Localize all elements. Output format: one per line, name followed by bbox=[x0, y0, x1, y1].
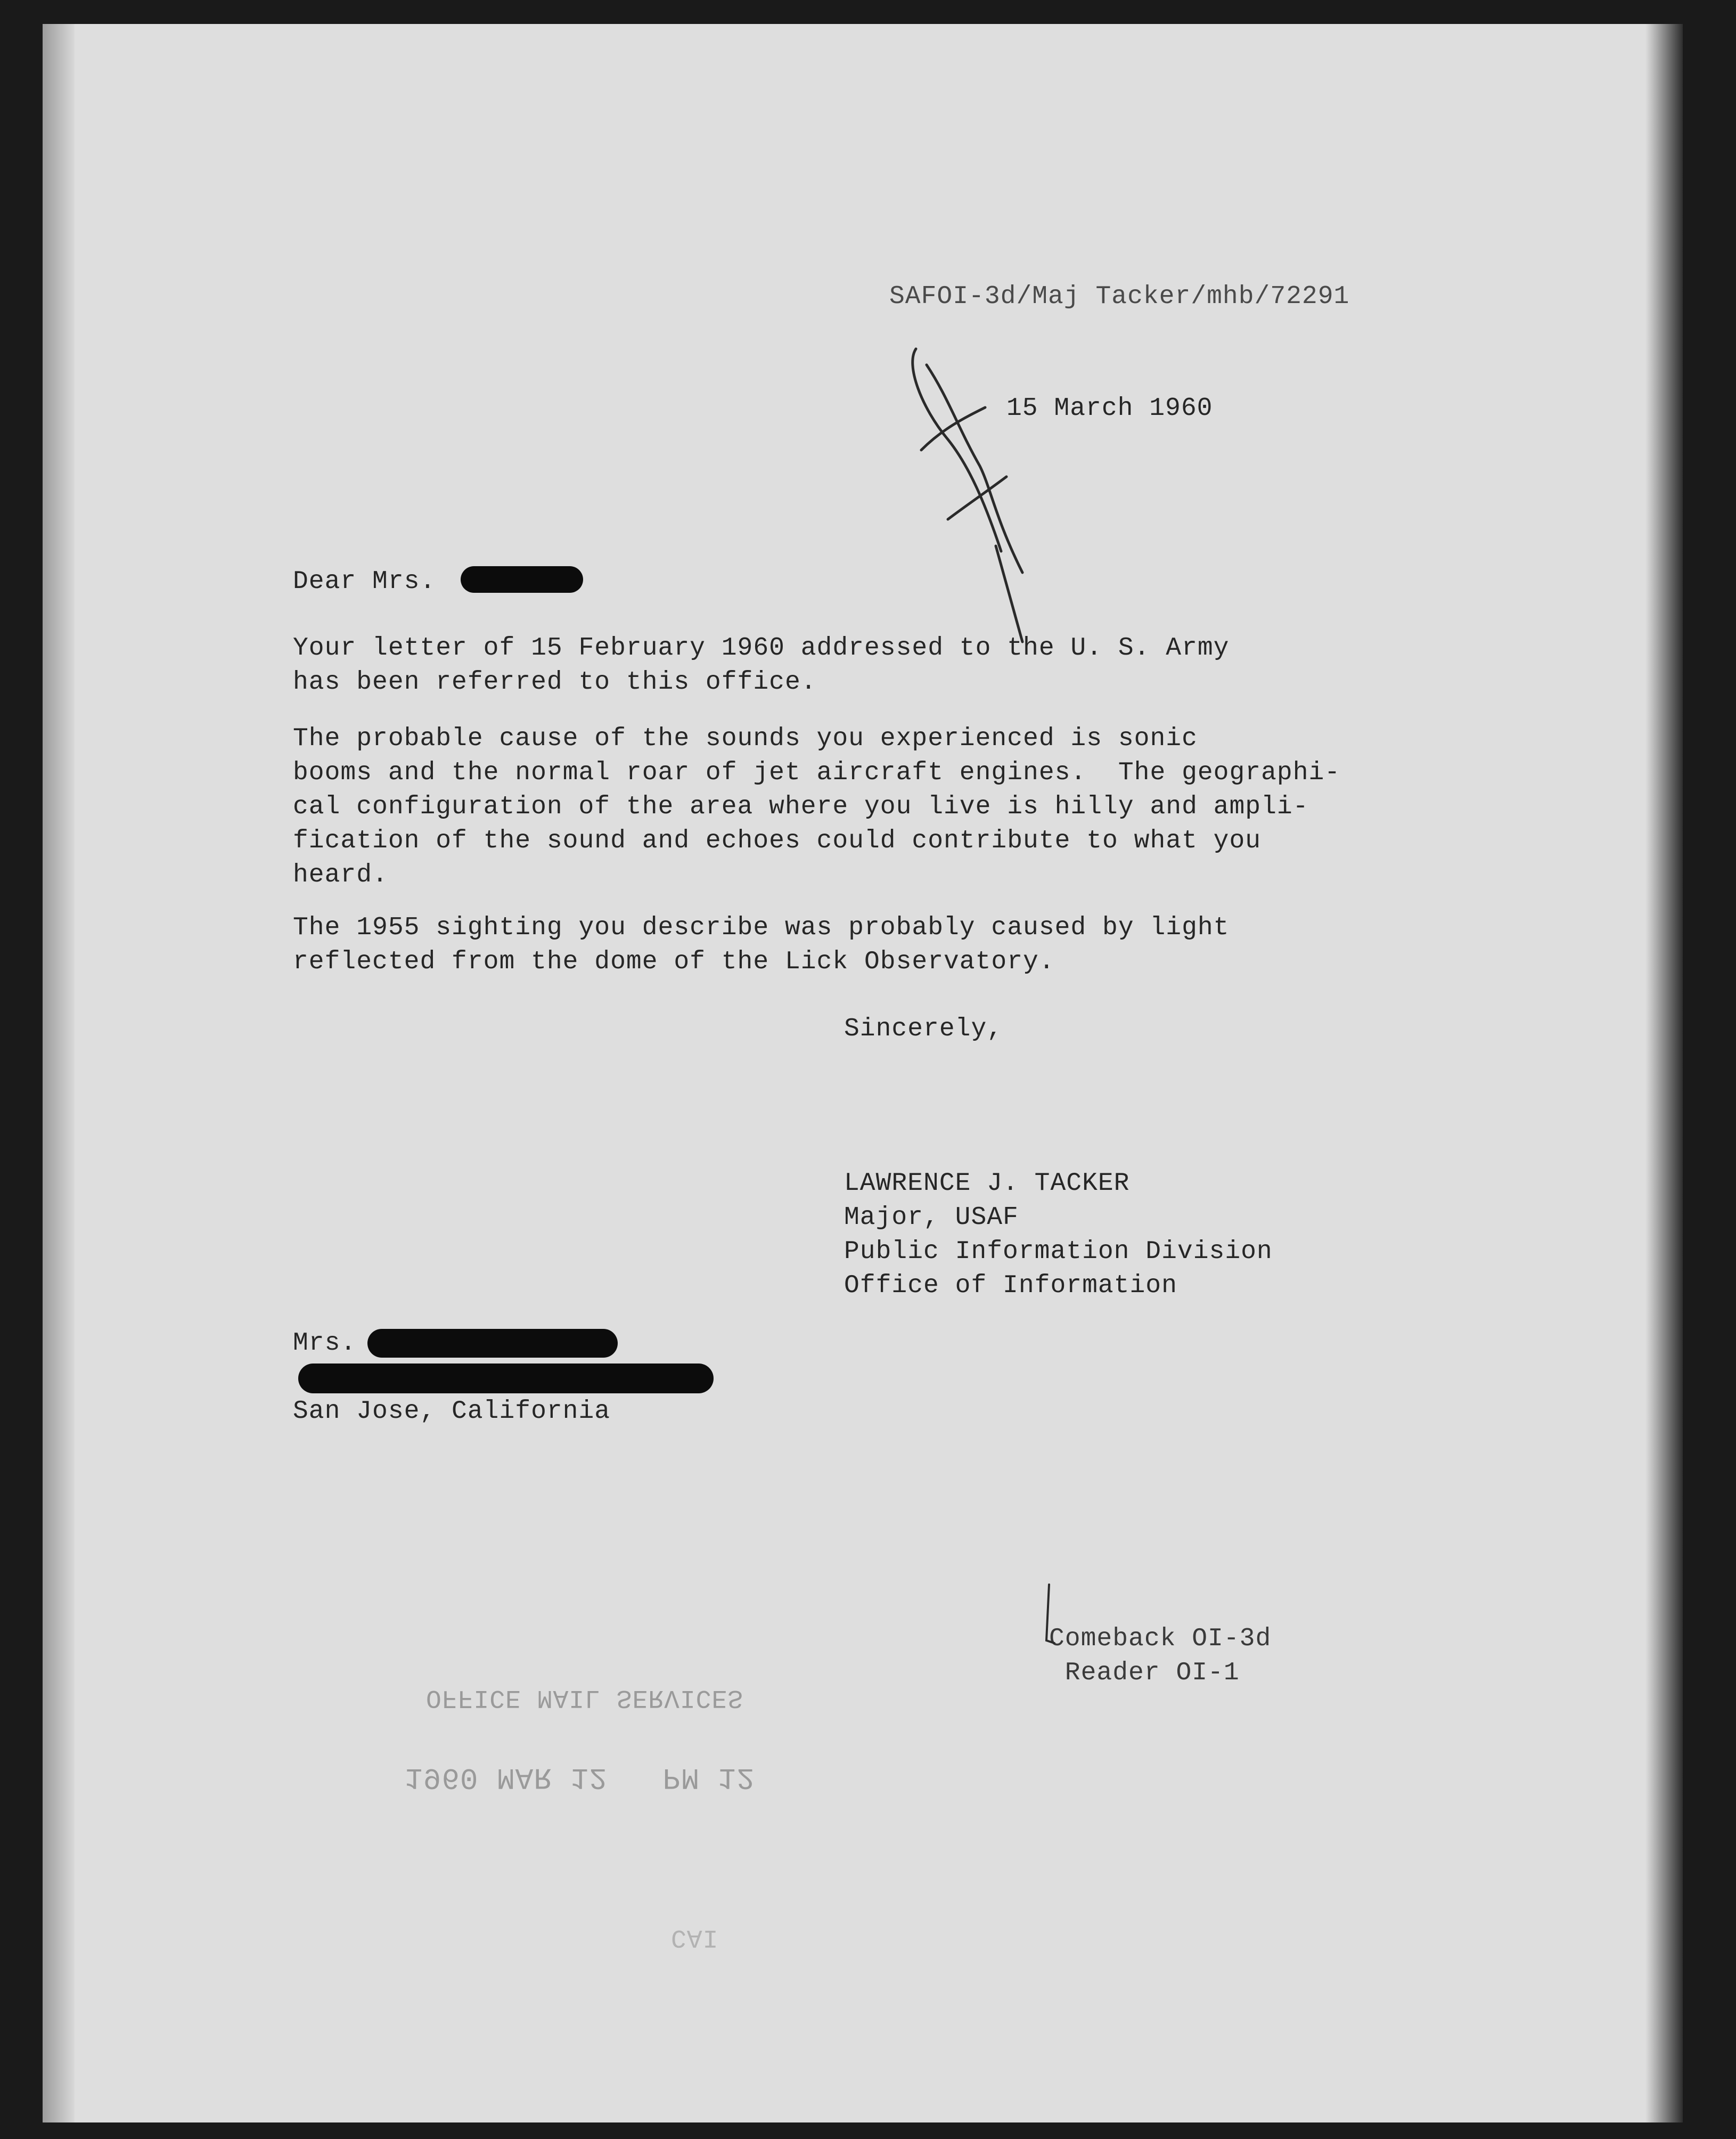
body-paragraph-2: The probable cause of the sounds you experienced is sonic booms and the normal roar of jet aircraft engines. The geographi- cal configuration of the area where you live is hilly and ampli- fication of the sound and echoes could contribute to what you heard. bbox=[293, 724, 1341, 889]
check-mark bbox=[1046, 1585, 1054, 1643]
letter-page bbox=[43, 24, 1683, 2122]
body-paragraph-3: The 1955 sighting you describe was probably caused by light reflected from the dome of the Lick Observatory. bbox=[293, 913, 1230, 976]
distribution-list: Comeback OI-3d Reader OI-1 bbox=[1049, 1624, 1272, 1687]
reference-code: SAFOI-3d/Maj Tacker/mhb/72291 bbox=[889, 282, 1350, 311]
initials-signature bbox=[913, 349, 1022, 642]
recipient-address: Mrs. San Jose, California bbox=[293, 1329, 611, 1426]
signature-block: LAWRENCE J. TACKER Major, USAF Public Information Division Office of Information bbox=[844, 1169, 1273, 1300]
mail-stamp-date: 1960 MAR 12 PM 12 bbox=[405, 1760, 755, 1794]
letter-date: 15 March 1960 bbox=[1006, 394, 1213, 423]
body-paragraph-1: Your letter of 15 February 1960 addressed to the U. S. Army has been referred to this office. bbox=[293, 634, 1230, 697]
closing: Sincerely, bbox=[844, 1015, 1003, 1043]
mail-stamp-office: OFFICE MAIL SERVICES bbox=[426, 1683, 744, 1712]
handwritten-marks bbox=[43, 24, 1683, 2122]
mail-stamp-code: CAI bbox=[671, 1923, 719, 1952]
salutation: Dear Mrs. bbox=[293, 567, 436, 596]
